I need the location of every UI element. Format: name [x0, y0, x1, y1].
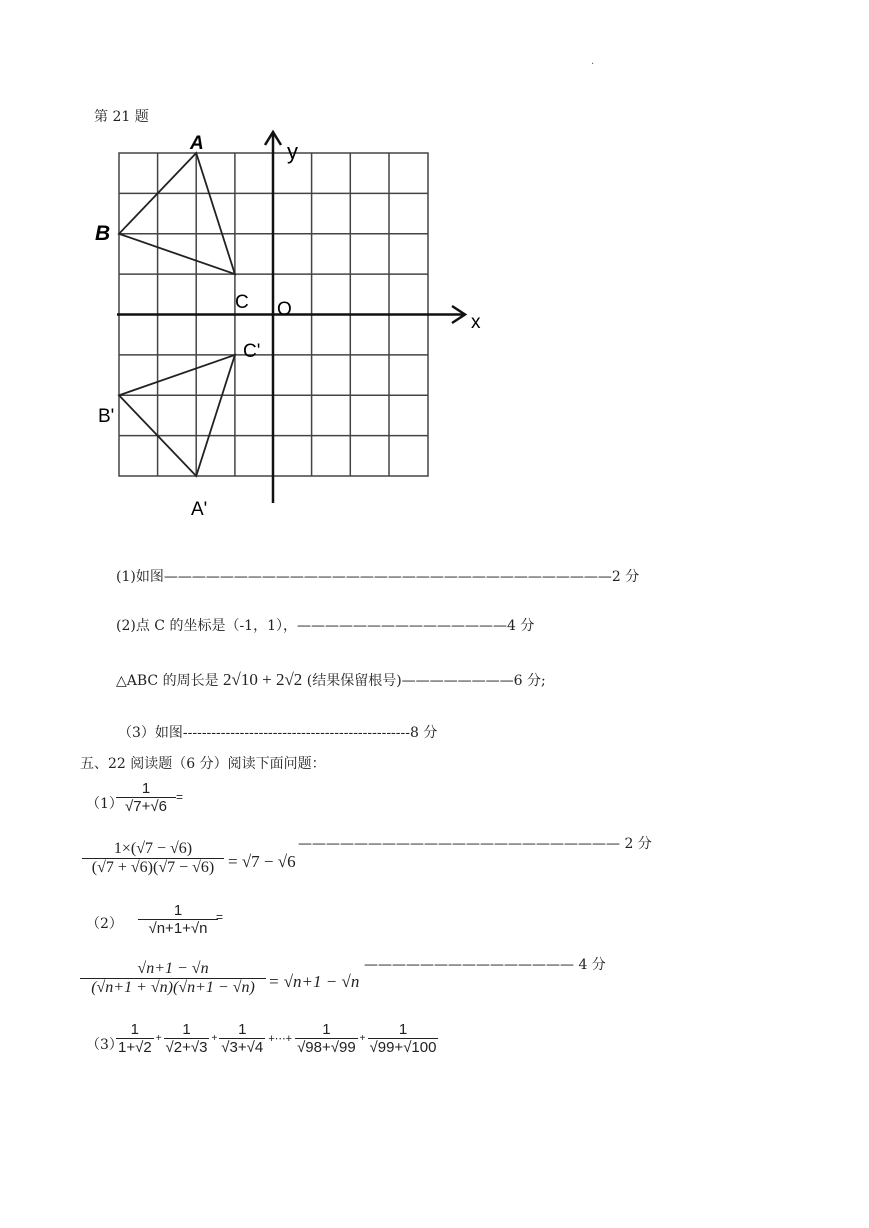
- part1-work-num: 1×(√7 − √6): [113, 840, 193, 857]
- term-num: 1: [238, 1021, 247, 1038]
- part1-label: （1）: [86, 796, 123, 812]
- answer-1: (1)如图————————————————————————————————2 分: [116, 569, 640, 585]
- part1-fraction: [116, 780, 176, 815]
- answer-2: (2)点 C 的坐标是（-1，1），———————————————4 分: [116, 618, 535, 634]
- part2-work-den: (√n+1 + √n)(√n+1 − √n): [80, 978, 266, 997]
- label-a: A: [190, 133, 204, 154]
- term-num: 1: [322, 1021, 331, 1038]
- part2-label: （2）: [86, 916, 123, 932]
- part2-fraction: [138, 902, 218, 937]
- part3-term: [368, 1021, 439, 1056]
- part1-work-den: (√7 + √6)(√7 − √6): [82, 858, 224, 877]
- label-x: x: [471, 312, 481, 333]
- part1-frac-num: 1: [141, 780, 151, 797]
- part3-term: [219, 1021, 265, 1056]
- answer-4: （3）如图------------------------------------------------8 分: [118, 725, 438, 741]
- term-num: 1: [182, 1021, 191, 1038]
- part2-frac-den: √n+1+√n: [138, 919, 218, 937]
- term-den: √99+√100: [369, 1039, 437, 1056]
- triangle-abc-prime: [119, 355, 235, 476]
- plus-sign: +: [359, 1033, 366, 1044]
- label-c: C: [235, 292, 249, 313]
- term-den: √2+√3: [165, 1039, 208, 1056]
- answer-3-math: 2√10 + 2√2: [223, 670, 303, 689]
- term-den: √3+√4: [221, 1039, 264, 1056]
- part2-work: [80, 960, 266, 997]
- label-a-prime: A': [191, 499, 208, 520]
- answer-3-prefix: △ABC 的周长是: [116, 673, 219, 689]
- plus-sign: +: [155, 1033, 162, 1044]
- part2-eq: =: [216, 910, 224, 924]
- part3-term: [164, 1021, 210, 1056]
- term-num: 1: [398, 1021, 408, 1038]
- part3-term: [295, 1021, 358, 1056]
- ellipsis: +⋯+: [268, 1033, 293, 1045]
- part2-work-num: √n+1 − √n: [137, 960, 209, 977]
- answer-3: [116, 670, 546, 690]
- label-y: y: [287, 139, 298, 164]
- part1-frac-den: √7+√6: [116, 797, 176, 815]
- term-num: 1: [130, 1021, 140, 1038]
- term-den: √98+√99: [297, 1039, 356, 1056]
- part3-label: （3）: [86, 1037, 123, 1053]
- question-label: 第 21 题: [94, 109, 149, 125]
- label-b: B: [95, 222, 111, 245]
- part1-score: ——————————————————————— 2 分: [298, 836, 652, 852]
- part2-score: ——————————————— 4 分: [364, 957, 606, 973]
- page-marker: .: [591, 56, 595, 67]
- part3-term: [116, 1021, 154, 1056]
- part1-eq: =: [176, 790, 184, 804]
- plus-sign: +: [211, 1033, 218, 1044]
- part1-work: [82, 840, 224, 877]
- label-c-prime: C': [243, 341, 261, 362]
- section5-heading: 五、22 阅读题（6 分）阅读下面问题：: [80, 756, 326, 772]
- triangle-abc: [119, 153, 235, 274]
- answer-3-suffix: (结果保留根号)————————6 分;: [306, 673, 546, 689]
- part2-frac-num: 1: [173, 902, 183, 919]
- coordinate-figure: [90, 125, 590, 525]
- part2-result: = √n+1 − √n: [268, 972, 360, 991]
- part3-series: [116, 1021, 438, 1056]
- term-den: 1+√2: [118, 1039, 152, 1056]
- part1-result: = √7 − √6: [228, 852, 296, 871]
- label-b-prime: B': [98, 406, 115, 427]
- label-o: O: [277, 299, 292, 320]
